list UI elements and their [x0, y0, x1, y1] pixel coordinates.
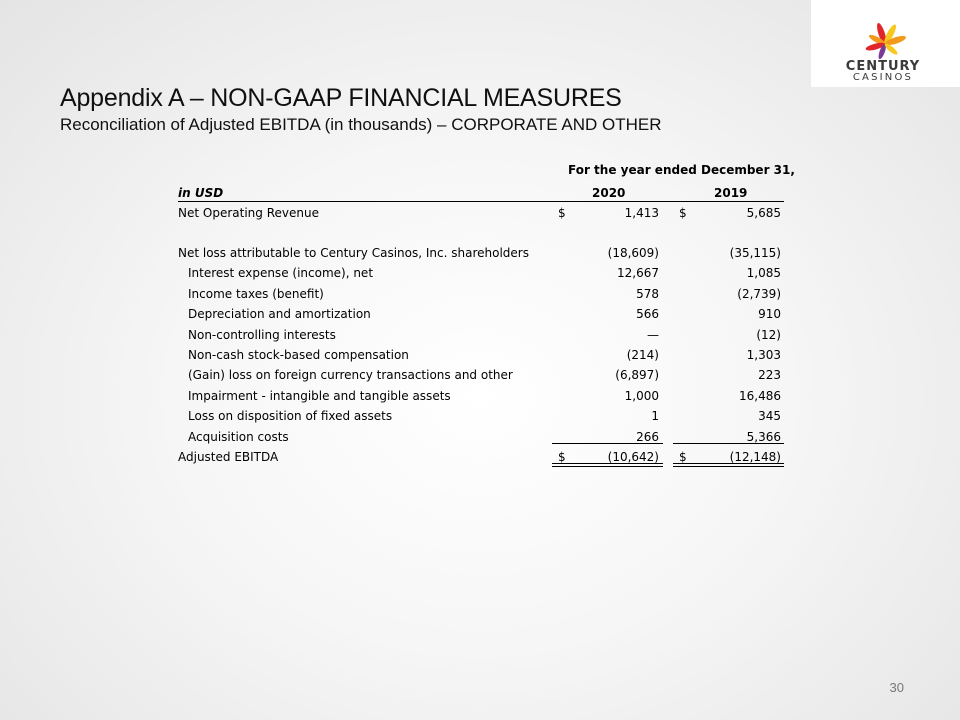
value-2020: (10,642) — [607, 450, 659, 464]
row-label: Net loss attributable to Century Casinos, Inc. shareholders — [178, 246, 529, 260]
row-label: (Gain) loss on foreign currency transactions and other — [188, 368, 513, 382]
value-2019: 5,366 — [746, 430, 781, 444]
subtotal-rule-2020 — [552, 443, 663, 444]
page-number: 30 — [889, 680, 904, 695]
total-double-rule-bottom-2019 — [673, 466, 784, 467]
century-casinos-logo-icon — [811, 0, 960, 87]
value-2020: 566 — [636, 307, 659, 321]
value-2020: 1,413 — [624, 206, 659, 220]
value-2020: (6,897) — [615, 368, 659, 382]
value-2019: (12) — [756, 328, 781, 342]
value-2019: (35,115) — [729, 246, 781, 260]
slide-subtitle: Reconciliation of Adjusted EBITDA (in thousands) – CORPORATE AND OTHER — [60, 115, 662, 134]
row-label: Loss on disposition of fixed assets — [188, 409, 393, 423]
slide-title: Appendix A – NON-GAAP FINANCIAL MEASURES — [60, 84, 622, 112]
value-2019: 5,685 — [746, 206, 781, 220]
value-2019: 223 — [758, 368, 781, 382]
row-label: Adjusted EBITDA — [178, 450, 279, 464]
total-double-rule-bottom-2020 — [552, 466, 663, 467]
period-header: For the year ended December 31, — [568, 163, 795, 177]
value-2020: 1,000 — [624, 389, 659, 403]
currency-symbol-2019: $ — [679, 450, 687, 464]
logo-line1: CENTURY — [845, 59, 921, 74]
column-header-2020: 2020 — [592, 186, 626, 200]
currency-symbol-2019: $ — [679, 206, 687, 220]
total-double-rule-top-2019 — [673, 463, 784, 464]
row-label: Interest expense (income), net — [188, 266, 374, 280]
total-double-rule-top-2020 — [552, 463, 663, 464]
value-2020: 1 — [651, 409, 659, 423]
row-label: Acquisition costs — [188, 430, 289, 444]
value-2019: 16,486 — [739, 389, 781, 403]
value-2019: 1,085 — [746, 266, 781, 280]
value-2019: 1,303 — [746, 348, 781, 362]
row-label: Net Operating Revenue — [178, 206, 319, 220]
currency-symbol-2020: $ — [558, 206, 566, 220]
value-2019: (2,739) — [737, 287, 781, 301]
value-2019: 345 — [758, 409, 781, 423]
financial-table — [178, 160, 795, 480]
unit-label: in USD — [178, 186, 224, 200]
value-2020: (214) — [626, 348, 659, 362]
row-label: Income taxes (benefit) — [188, 287, 324, 301]
row-label: Non-controlling interests — [188, 328, 336, 342]
row-label: Non-cash stock-based compensation — [188, 348, 409, 362]
row-label: Depreciation and amortization — [188, 307, 371, 321]
value-2019: 910 — [758, 307, 781, 321]
value-2020: — — [647, 328, 659, 342]
subtotal-rule-2019 — [673, 443, 784, 444]
logo — [811, 0, 960, 87]
value-2020: 578 — [636, 287, 659, 301]
value-2020: 266 — [636, 430, 659, 444]
value-2020: 12,667 — [617, 266, 659, 280]
currency-symbol-2020: $ — [558, 450, 566, 464]
value-2020: (18,609) — [607, 246, 659, 260]
header-underline — [178, 201, 784, 202]
column-header-2019: 2019 — [714, 186, 748, 200]
logo-line2: CASINOS — [852, 72, 914, 83]
row-label: Impairment - intangible and tangible assets — [188, 389, 451, 403]
value-2019: (12,148) — [729, 450, 781, 464]
